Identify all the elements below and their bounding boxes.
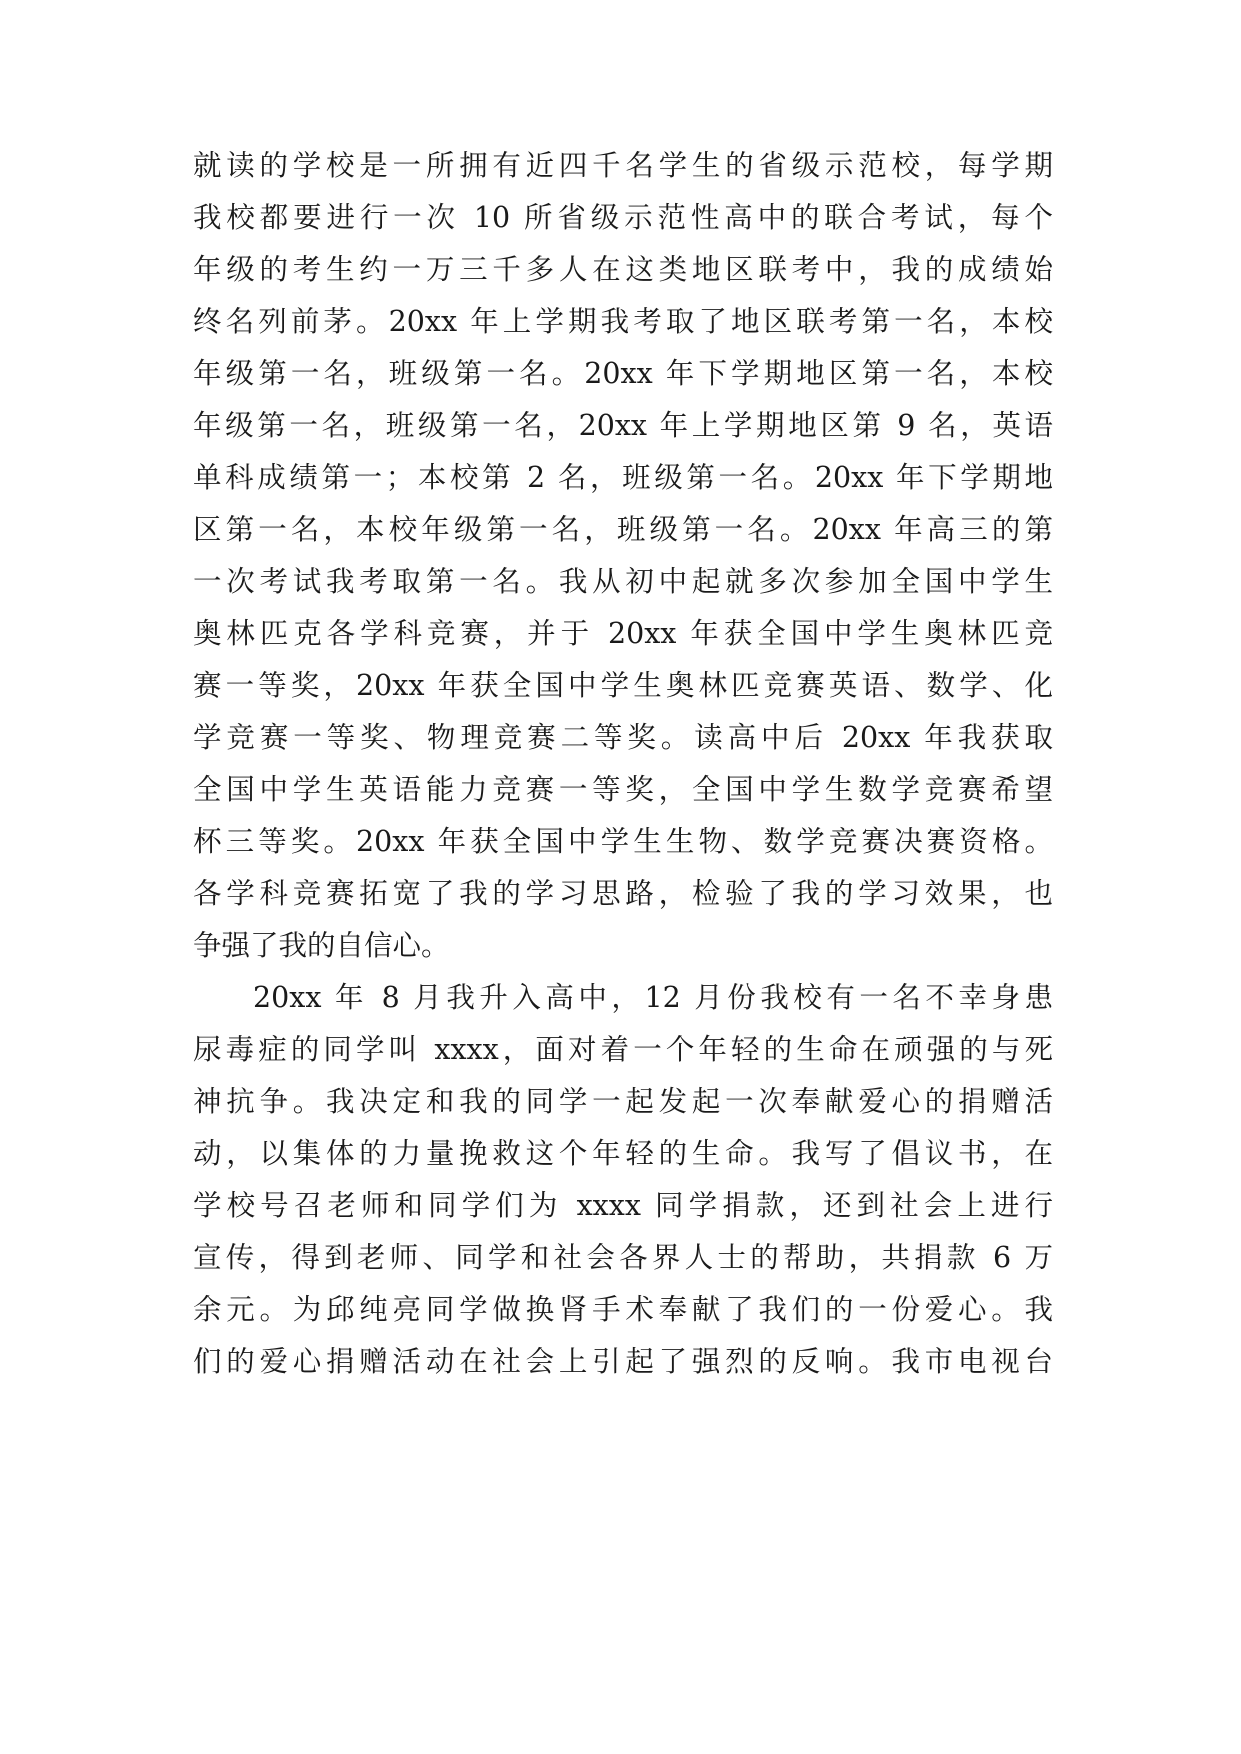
- body-text-line: 区第一名，本校年级第一名，班级第一名。20xx 年高三的第: [193, 513, 1053, 546]
- body-text-line: 各学科竞赛拓宽了我的学习思路，检验了我的学习效果，也: [193, 877, 1053, 910]
- body-text-line: 一次考试我考取第一名。我从初中起就多次参加全国中学生: [193, 565, 1053, 598]
- body-text-line: 年级第一名，班级第一名，20xx 年上学期地区第 9 名，英语: [193, 409, 1053, 442]
- body-text-line: 单科成绩第一；本校第 2 名，班级第一名。20xx 年下学期地: [193, 461, 1053, 494]
- body-text-line: 赛一等奖，20xx 年获全国中学生奥林匹竞赛英语、数学、化: [193, 669, 1053, 702]
- body-text-line: 全国中学生英语能力竞赛一等奖，全国中学生数学竞赛希望: [193, 773, 1053, 806]
- paragraph-start-line: 20xx 年 8 月我升入高中，12 月份我校有一名不幸身患: [253, 981, 1053, 1014]
- body-text-line: 余元。为邱纯亮同学做换肾手术奉献了我们的一份爱心。我: [193, 1293, 1053, 1326]
- body-text-line: 我校都要进行一次 10 所省级示范性高中的联合考试，每个: [193, 201, 1053, 234]
- body-text-line: 奥林匹克各学科竞赛，并于 20xx 年获全国中学生奥林匹竞: [193, 617, 1053, 650]
- body-text-line: 年级第一名，班级第一名。20xx 年下学期地区第一名，本校: [193, 357, 1053, 390]
- body-text-line: 终名列前茅。20xx 年上学期我考取了地区联考第一名，本校: [193, 305, 1053, 338]
- body-text-line: 就读的学校是一所拥有近四千名学生的省级示范校，每学期: [193, 149, 1053, 182]
- body-text-line: 动，以集体的力量挽救这个年轻的生命。我写了倡议书，在: [193, 1137, 1053, 1170]
- body-text-line: 尿毒症的同学叫 xxxx，面对着一个年轻的生命在顽强的与死: [193, 1033, 1053, 1066]
- body-text-line: 神抗争。我决定和我的同学一起发起一次奉献爱心的捐赠活: [193, 1085, 1053, 1118]
- body-text-line: 学校号召老师和同学们为 xxxx 同学捐款，还到社会上进行: [193, 1189, 1053, 1222]
- body-text-line: 宣传，得到老师、同学和社会各界人士的帮助，共捐款 6 万: [193, 1241, 1053, 1274]
- paragraph-end-line: 争强了我的自信心。: [193, 929, 450, 962]
- body-text-line: 年级的考生约一万三千多人在这类地区联考中，我的成绩始: [193, 253, 1053, 286]
- body-text-line: 学竞赛一等奖、物理竞赛二等奖。读高中后 20xx 年我获取: [193, 721, 1053, 754]
- body-text-line: 杯三等奖。20xx 年获全国中学生生物、数学竞赛决赛资格。: [193, 825, 1053, 858]
- body-text-line: 们的爱心捐赠活动在社会上引起了强烈的反响。我市电视台: [193, 1345, 1053, 1378]
